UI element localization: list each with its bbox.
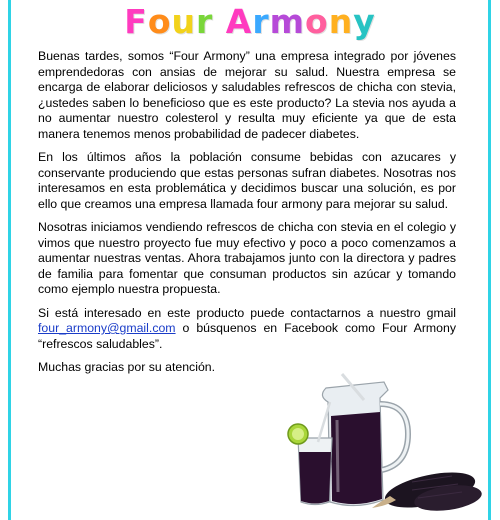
paragraph-closing: Muchas gracias por su atención. [38, 360, 216, 374]
paragraph-intro: Buenas tardes, somos “Four Armony” una empresa integrado por jóvenes emprendedoras con ansias de mejorar su salud. Nuestra empresa se encarga de elaborar deliciosos y saludables refrescos de chicha con stevia, ¿ustedes saben lo beneficioso que es este producto? La stevia nos ayuda a no aumentar nuestro colesterol y resulta muy eficiente ya que de esta manera tenemos menos probabilidad de padecer diabetes. [38, 49, 456, 141]
title-letter: A [225, 2, 253, 41]
page-title [0, 0, 500, 44]
title-letter: F [124, 2, 148, 41]
title-letter: m [269, 2, 306, 41]
paragraph-problem: En los últimos años la población consume bebidas con azucares y conservante produciendo que estas personas sufran diabetes. Nosotras nos interesamos en esta problemática y decidimos buscar una solución, es por ello que creamos una empresa llamada four armony para mejorar su salud. [38, 150, 456, 211]
title-letter: o [305, 2, 329, 41]
lime-slice-image [288, 424, 308, 444]
title-letter: u [171, 2, 197, 41]
title-letter: n [328, 2, 354, 41]
email-link[interactable]: four_armony@gmail.com [38, 321, 176, 335]
title-letter: o [147, 2, 172, 41]
chicha-pitcher-illustration [272, 372, 487, 517]
purple-corn-image [372, 466, 483, 515]
title-letter [213, 0, 226, 44]
paragraph-contact [38, 306, 456, 353]
title-letter: y [353, 2, 376, 41]
contact-text-before: Si está interesado en este producto puede contactarnos a nuestro gmail [38, 305, 456, 320]
title-letter: r [252, 2, 270, 41]
title-letter: r [196, 2, 214, 41]
contact-text-after: o búsquenos en Facebook como Four Armony “refrescos saludables”. [38, 321, 456, 351]
paragraph-history: Nosotras iniciamos vendiendo refrescos de chicha con stevia en el colegio y vimos que nuestro proyecto fue muy efectivo y poco a poco comenzamos a aumentar nuestras ventas. Ahora trabajamos junto con la directora y padres de familia para fomentar que consuman productos sin azúcar y tomando como ejemplo nuestra propuesta. [38, 220, 456, 296]
page-border-left [8, 0, 11, 520]
page-border-right [488, 0, 491, 520]
glass-image [298, 402, 332, 505]
document-body [38, 49, 456, 384]
